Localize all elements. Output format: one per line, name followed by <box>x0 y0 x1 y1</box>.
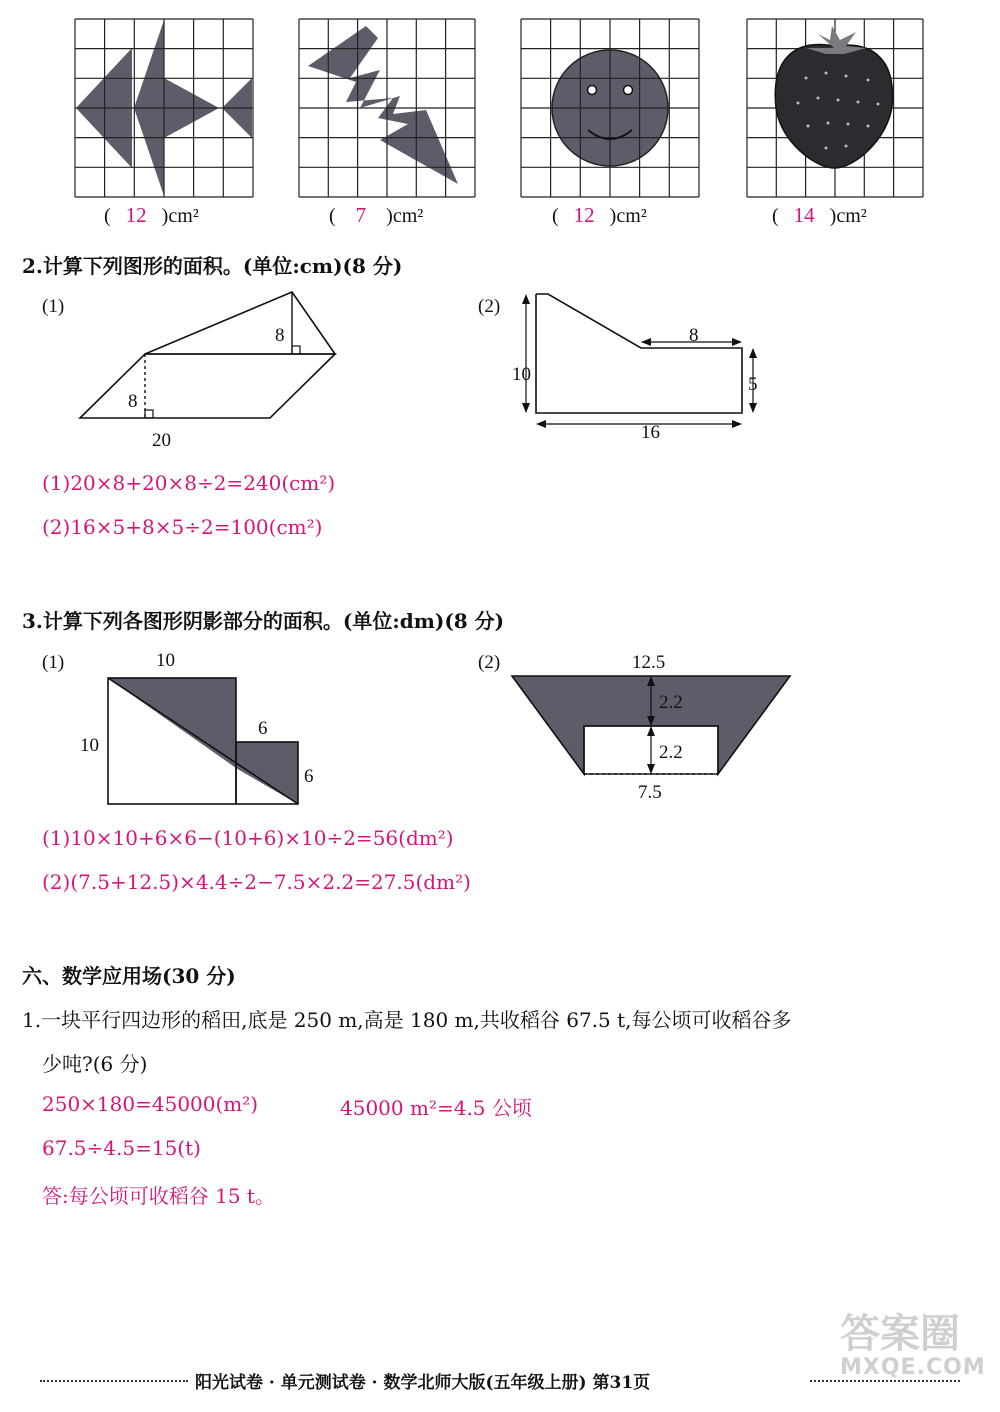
grid-smiley <box>520 18 700 198</box>
q2-title: 2.计算下列图形的面积。(单位:cm)(8 分) <box>22 254 403 278</box>
section6-answer-line1b: 45000 m²=4.5 公顷 <box>340 1096 532 1120</box>
q3-fig2-upper: 2.2 <box>659 692 683 713</box>
watermark-line1: 答案圈 <box>840 1311 960 1357</box>
q3-fig2-bottom: 7.5 <box>638 782 662 803</box>
q3-fig1-small-top: 6 <box>258 718 268 739</box>
section6-answer-line3: 答:每公顷可收稻谷 15 t。 <box>42 1184 275 1208</box>
q3-title: 3.计算下列各图形阴影部分的面积。(单位:dm)(8 分) <box>22 609 505 633</box>
q2-fig2-bottom: 16 <box>641 422 660 443</box>
q2-fig2-tag: (2) <box>478 296 501 317</box>
q2-fig1-h-top: 8 <box>275 325 285 346</box>
q3-fig1-left: 10 <box>80 735 99 756</box>
q2-fig2-right: 5 <box>748 374 758 395</box>
q2-fig2 <box>478 288 778 448</box>
q2-fig1-base: 20 <box>152 430 171 451</box>
q3-fig2-lower: 2.2 <box>659 742 683 763</box>
section6-q1-line1: 1.一块平行四边形的稻田,底是 250 m,高是 180 m,共收稻谷 67.5 t,每公顷可收稻谷多 <box>22 1008 792 1032</box>
grid-fish <box>74 18 254 198</box>
footer-dots-left <box>40 1380 188 1382</box>
q3-fig1-small-right: 6 <box>304 766 314 787</box>
q3-fig1 <box>30 646 330 811</box>
section6-title: 六、数学应用场(30 分) <box>22 964 236 988</box>
grid-answer-4: ( 14 )cm² <box>772 203 867 227</box>
grid-strawberry <box>746 18 924 198</box>
q3-answer-1: (1)10×10+6×6−(10+6)×10÷2=56(dm²) <box>42 826 454 850</box>
watermark <box>840 1312 986 1380</box>
q3-fig2 <box>478 646 798 806</box>
q2-answer-1: (1)20×8+20×8÷2=240(cm²) <box>42 471 336 495</box>
grid-answer-1: ( 12 )cm² <box>104 203 199 227</box>
q2-fig1 <box>30 288 360 458</box>
q2-fig2-left: 10 <box>512 364 531 385</box>
grid-answer-3: ( 12 )cm² <box>552 203 647 227</box>
grid-answer-2: ( 7 )cm² <box>329 203 424 227</box>
watermark-line2: MXQE.COM <box>840 1355 986 1380</box>
q2-answer-2: (2)16×5+8×5÷2=100(cm²) <box>42 515 323 539</box>
section6-answer-line2: 67.5÷4.5=15(t) <box>42 1136 201 1160</box>
section6-answer-line1: 250×180=45000(m²) <box>42 1092 259 1116</box>
section6-q1-line2: 少吨?(6 分) <box>42 1052 148 1076</box>
footer-dots-right <box>810 1380 960 1382</box>
q2-fig1-tag: (1) <box>42 296 65 317</box>
grid-lightning <box>298 18 476 198</box>
q3-answer-2: (2)(7.5+12.5)×4.4÷2−7.5×2.2=27.5(dm²) <box>42 870 471 894</box>
footer-text: 阳光试卷 · 单元测试卷 · 数学北师大版(五年级上册) 第31页 <box>195 1373 651 1393</box>
q3-fig2-top: 12.5 <box>632 652 666 673</box>
q3-fig1-top: 10 <box>156 650 175 671</box>
q3-fig1-tag: (1) <box>42 652 65 673</box>
q3-fig2-tag: (2) <box>478 652 501 673</box>
q2-fig2-top: 8 <box>689 325 699 346</box>
q2-fig1-h-bottom: 8 <box>128 391 138 412</box>
